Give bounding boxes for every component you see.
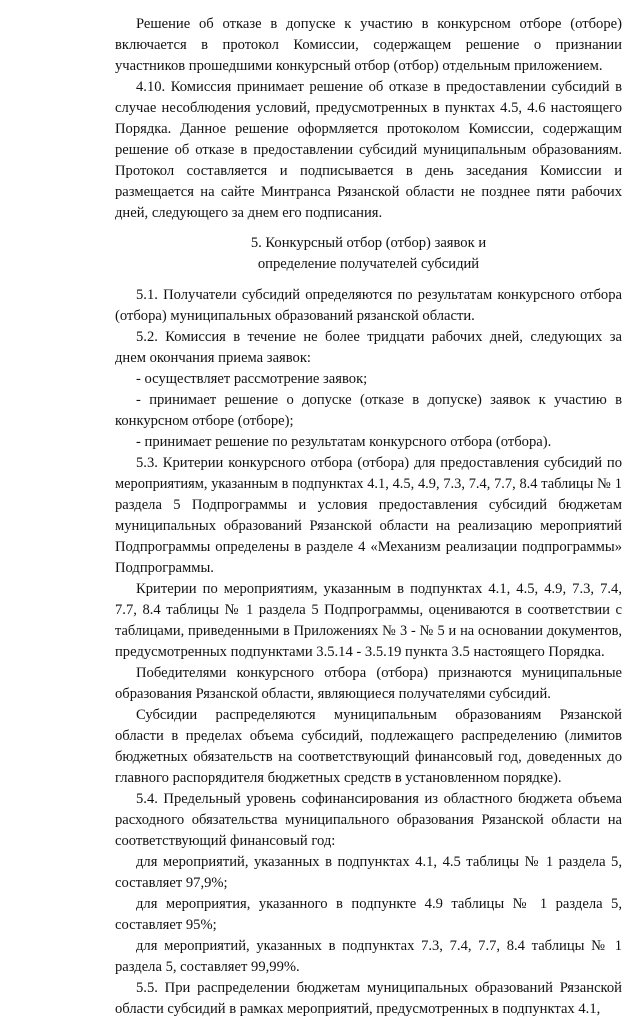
text-line: Решение об отказе в допуске к участию в конкурсном отборе (отборе) [136,16,622,32]
text-line: раздела 5 Подпрограммы и условия предоставления субсидий бюджетам [115,497,622,513]
text-line: 5.2. Комиссия в течение не более тридцати рабочих дней, следующих за [136,329,622,345]
text-line: образования Рязанской области, являющиеся получателями субсидий. [115,686,551,702]
text-line: решение об отказе в предоставлении субсидий муниципальным образованиям. [115,142,622,158]
section-heading: определение получателей субсидий [257,256,480,272]
text-line: предусмотренных подпунктами 3.5.14 - 3.5.19 пункта 3.5 настоящего Порядка. [115,644,605,660]
text-line: бюджетных обязательств на соответствующий финансовый год, доведенных до [115,749,622,765]
list-item: - принимает решение о допуске (отказе в допуске) заявок к участию в [136,392,622,408]
text-line: случае несоблюдения условий, предусмотренных в пунктах 4.5, 4.6 настоящего [115,100,622,116]
text-line: 5.5. При распределении бюджетам муниципальных образований Рязанской [136,980,622,996]
text-line: области в пределах объема субсидий, подлежащего распределению (лимитов [115,728,622,744]
list-item: - принимает решение по результатам конкурсного отбора (отбора). [136,434,552,450]
text-line: расходного обязательства муниципального образования Рязанской области на [115,812,622,828]
text-line: 7.7, 8.4 таблицы № 1 раздела 5 Подпрограммы, оцениваются в соответствии с [115,602,622,618]
text-line: (отбора) муниципальных образований рязанской области. [115,308,475,324]
text-line: мероприятиям, указанным в подпунктах 4.1, 4.5, 4.9, 7.3, 7.4, 7.7, 8.4 таблицы № 1 [115,476,622,492]
text-line: 5.1. Получатели субсидий определяются по результатам конкурсного отбора [136,287,622,303]
text-line: 5.4. Предельный уровень софинансирования из областного бюджета объема [136,791,622,807]
text-line: Подпрограммы определены в разделе 4 «Механизм реализации подпрограммы» [115,539,622,555]
text-line: для мероприятий, указанных в подпунктах 4.1, 4.5 таблицы № 1 раздела 5, [136,854,622,870]
text-line: участников прошедшими конкурсный отбор (отбор) отдельным приложением. [115,58,603,74]
text-line: дней, следующего за днем его подписания. [115,205,383,221]
text-line: Протокол составляется и подписывается в день заседания Комиссии и [115,163,622,179]
text-line: конкурсном отборе (отборе); [115,413,294,429]
list-item: - осуществляет рассмотрение заявок; [136,371,368,387]
text-line: 4.10. Комиссия принимает решение об отказе в предоставлении субсидий в [136,79,622,95]
text-line: днем окончания приема заявок: [115,350,311,366]
text-line: соответствующий финансовый год: [115,833,336,849]
text-line: для мероприятия, указанного в подпункте 4.9 таблицы № 1 раздела 5, [136,896,622,912]
text-line: Подпрограммы. [115,560,214,576]
text-line: области субсидий в рамках мероприятий, предусмотренных в подпунктах 4.1, [115,1001,601,1017]
text-line: составляет 95%; [115,917,217,933]
text-line: для мероприятий, указанных в подпунктах 7.3, 7.4, 7.7, 8.4 таблицы № 1 [136,938,622,954]
text-line: главного распорядителя бюджетных средств в установленном порядке). [115,770,562,786]
text-line: составляет 97,9%; [115,875,228,891]
text-line: Порядка. Данное решение оформляется протоколом Комиссии, содержащим [115,121,622,137]
text-line: раздела 5, составляет 99,99%. [115,959,300,975]
section-heading: 5. Конкурсный отбор (отбор) заявок и [250,235,487,251]
text-line: муниципальных образований Рязанской области на реализацию мероприятий [115,518,622,534]
text-line: включается в протокол Комиссии, содержащем решение о признании [115,37,622,53]
text-line: Критерии по мероприятиям, указанным в подпунктах 4.1, 4.5, 4.9, 7.3, 7.4, [136,581,622,597]
text-line: 5.3. Критерии конкурсного отбора (отбора) для предоставления субсидий по [136,455,622,471]
text-line: Субсидии распределяются муниципальным образованиям Рязанской [136,707,622,723]
text-line: таблицами, приведенными в Приложениях № 3 - № 5 и на основании документов, [115,623,622,639]
text-line: размещается на сайте Минтранса Рязанской области не позднее пяти рабочих [115,184,622,200]
text-line: Победителями конкурсного отбора (отбора) признаются муниципальные [136,665,622,681]
